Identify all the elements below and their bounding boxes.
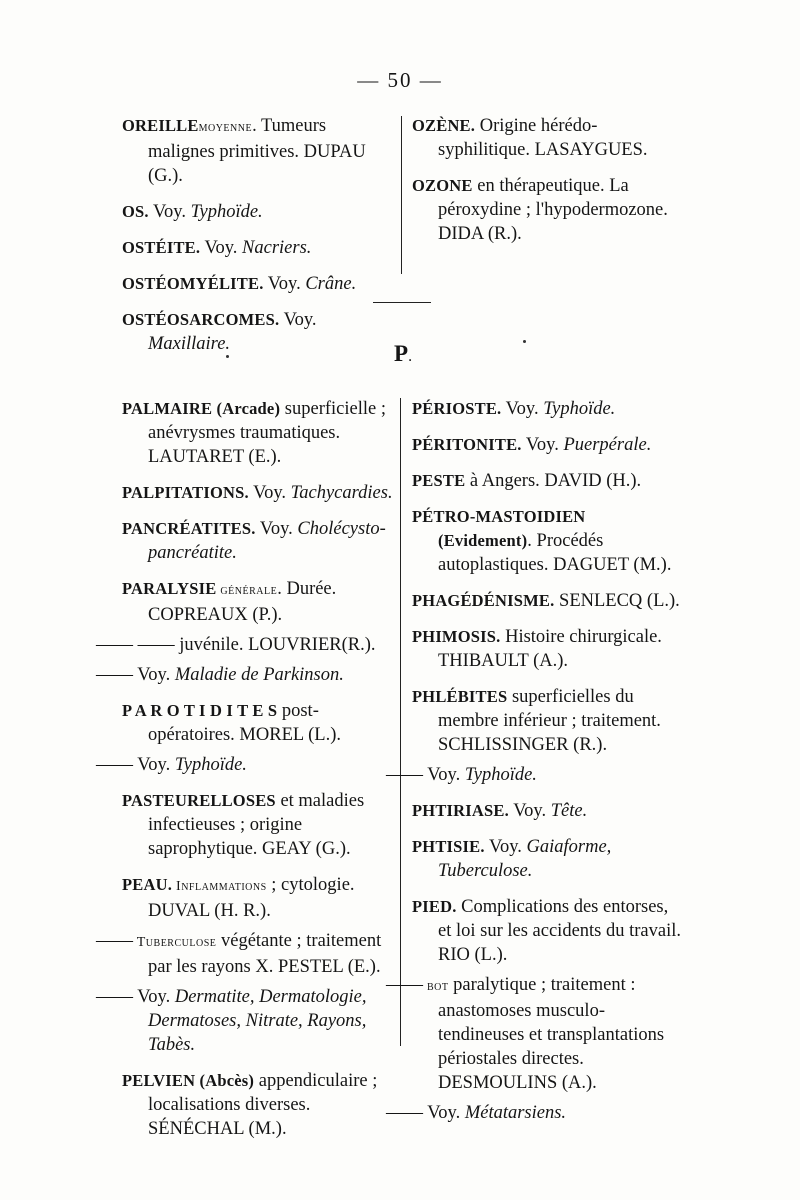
entry-see-prefix: Voy. bbox=[133, 755, 175, 775]
repeat-dash: —— bbox=[386, 1103, 423, 1123]
entry-headword: PESTE bbox=[412, 471, 466, 490]
entry-subheading: moyenne bbox=[198, 120, 253, 135]
entry-text: superficielles du membre inférieur ; traitement. SCHLISSINGER (R.). bbox=[438, 687, 661, 755]
entry-text: superficielle ; anévrysmes traumatiques. LAUTARET (E.). bbox=[148, 399, 386, 467]
index-entry bbox=[412, 799, 682, 823]
entry-text: . Tumeurs malignes primitives. DUPAU (G.). bbox=[148, 116, 366, 186]
entry-subheading: Tuberculose bbox=[133, 935, 217, 950]
section-letter: P. bbox=[394, 341, 413, 366]
repeat-dash: —— bbox=[386, 975, 423, 995]
index-entry bbox=[122, 272, 392, 296]
entry-cross-reference: Nacriers. bbox=[242, 238, 312, 258]
entry-cross-reference: Maxillaire. bbox=[148, 334, 231, 354]
entry-qualifier: (Evidement) bbox=[438, 531, 528, 550]
repeat-dash: —— bbox=[96, 755, 133, 775]
entry-headword: PANCRÉATITES. bbox=[122, 519, 256, 538]
entry-cross-reference: Typhoïde. bbox=[174, 755, 247, 775]
entry-headword: PASTEURELLOSES bbox=[122, 791, 276, 810]
repeat-dash: —— bbox=[96, 665, 133, 685]
repeat-dash: —— bbox=[96, 931, 133, 951]
p-right-column bbox=[386, 397, 682, 1137]
entry-cross-reference: Maladie de Parkinson. bbox=[174, 665, 344, 685]
index-entry bbox=[412, 469, 682, 493]
entry-text: paralytique ; traitement : anastomoses musculo-tendineuses et transplantations périostales directes. DESMOULINS (A.). bbox=[438, 975, 665, 1093]
entry-headword: OSTÉOSARCOMES. bbox=[122, 310, 280, 329]
entry-see-prefix: Voy. bbox=[148, 202, 191, 222]
entry-headword: PHTIRIASE. bbox=[412, 801, 509, 820]
entry-text: Origine hérédo-syphilitique. LASAYGUES. bbox=[438, 116, 648, 160]
entry-see-prefix: Voy. bbox=[263, 274, 306, 294]
entry-headword: OZONE bbox=[412, 176, 473, 195]
entry-see-prefix: Voy. bbox=[200, 238, 243, 258]
entry-cross-reference: Puerpérale. bbox=[563, 435, 652, 455]
entry-see-prefix: Voy. bbox=[501, 399, 544, 419]
index-entry bbox=[122, 789, 394, 861]
index-entry bbox=[412, 895, 682, 967]
index-entry bbox=[122, 481, 394, 505]
entry-text: appendiculaire ; localisations diverses. SÉNÉCHAL (M.). bbox=[148, 1071, 378, 1139]
index-entry bbox=[412, 835, 682, 883]
entry-text: SENLECQ (L.). bbox=[554, 591, 680, 611]
entry-headword: PÉTRO-MASTOIDIEN bbox=[412, 507, 586, 526]
index-entry bbox=[122, 236, 392, 260]
index-entry bbox=[96, 753, 394, 777]
entry-see-prefix: Voy. bbox=[133, 665, 175, 685]
index-entry bbox=[122, 308, 392, 356]
index-entry bbox=[412, 433, 682, 457]
index-entry bbox=[122, 577, 394, 627]
entry-text: post-opératoires. MOREL (L.). bbox=[148, 701, 341, 745]
entry-text: . Durée. COPREAUX (P.). bbox=[148, 579, 337, 625]
index-entry bbox=[122, 873, 394, 923]
entry-qualifier: (Abcès) bbox=[195, 1071, 255, 1090]
index-entry bbox=[96, 663, 394, 687]
decorative-speck-left bbox=[226, 355, 229, 358]
entry-headword: PÉRITONITE. bbox=[412, 435, 522, 454]
entry-headword: PHIMOSIS. bbox=[412, 627, 501, 646]
entry-headword: OREILLE bbox=[122, 116, 199, 135]
entry-text: . Procédés autoplastiques. DAGUET (M.). bbox=[438, 531, 672, 575]
entry-see-prefix: Voy. bbox=[423, 1103, 465, 1123]
index-entry bbox=[412, 625, 682, 673]
entry-qualifier: (Arcade) bbox=[212, 399, 281, 418]
index-entry bbox=[96, 985, 394, 1057]
entry-cross-reference: Cholécysto-pancréatite. bbox=[148, 519, 386, 563]
p-left-column bbox=[96, 397, 394, 1153]
entry-cross-reference: Crâne. bbox=[305, 274, 357, 294]
entry-headword: PALPITATIONS. bbox=[122, 483, 249, 502]
index-entry bbox=[122, 699, 394, 747]
entry-headword: PHAGÉDÉNISME. bbox=[412, 591, 555, 610]
index-entry bbox=[386, 973, 682, 1095]
entry-see-prefix: Voy. bbox=[423, 765, 465, 785]
entry-headword: P A R O T I D I T E S bbox=[122, 701, 278, 720]
entry-text: à Angers. DAVID (H.). bbox=[465, 471, 642, 491]
index-entry bbox=[412, 174, 680, 246]
entry-text: Histoire chirurgicale. THIBAULT (A.). bbox=[438, 627, 662, 671]
index-entry bbox=[412, 505, 682, 577]
entry-see-prefix: Voy. bbox=[248, 483, 291, 503]
entry-subheading: générale bbox=[216, 583, 278, 598]
entry-text: en thérapeutique. La péroxydine ; l'hypodermozone. DIDA (R.). bbox=[438, 176, 668, 244]
page-number: — 50 — bbox=[357, 68, 443, 92]
entry-cross-reference: Dermatite, Dermatologie, Dermatoses, Nitrate, Rayons, Tabès. bbox=[148, 987, 367, 1055]
index-entry bbox=[386, 1101, 682, 1125]
index-entry bbox=[96, 633, 394, 657]
entry-headword: PHTISIE. bbox=[412, 837, 485, 856]
index-entry bbox=[122, 114, 392, 188]
entry-see-prefix: Voy. bbox=[484, 837, 527, 857]
index-entry bbox=[96, 929, 394, 979]
entry-text: ; cytologie. DUVAL (H. R.). bbox=[148, 875, 355, 921]
entry-subheading: bot bbox=[423, 979, 449, 994]
index-entry bbox=[122, 397, 394, 469]
entry-cross-reference: Tête. bbox=[550, 801, 588, 821]
entry-text: végétante ; traitement par les rayons X. PESTEL (E.). bbox=[148, 931, 382, 977]
entry-see-prefix: Voy. bbox=[508, 801, 551, 821]
entry-subheading: Inflammations bbox=[172, 879, 267, 894]
entry-text: et maladies infectieuses ; origine saprophytique. GEAY (G.). bbox=[148, 791, 365, 859]
entry-cross-reference: Typhoïde. bbox=[190, 202, 263, 222]
entry-see-prefix: Voy. bbox=[255, 519, 298, 539]
entry-see-prefix: Voy. bbox=[279, 310, 317, 330]
entry-see-prefix: Voy. bbox=[521, 435, 564, 455]
entry-cross-reference: Typhoïde. bbox=[543, 399, 616, 419]
entry-cross-reference: Gaiaforme, Tuberculose. bbox=[438, 837, 612, 881]
index-entry bbox=[412, 114, 680, 162]
entry-headword: PIED. bbox=[412, 897, 457, 916]
repeat-dash: —— bbox=[96, 987, 133, 1007]
index-entry bbox=[412, 589, 682, 613]
entry-headword: PHLÉBITES bbox=[412, 687, 508, 706]
decorative-speck-right bbox=[523, 340, 526, 343]
entry-headword: PELVIEN bbox=[122, 1071, 196, 1090]
entry-headword: PÉRIOSTE. bbox=[412, 399, 502, 418]
section-separator-rule bbox=[373, 302, 431, 303]
index-entry bbox=[386, 763, 682, 787]
index-entry bbox=[122, 200, 392, 224]
entry-headword: PALMAIRE bbox=[122, 399, 213, 418]
entry-cross-reference: Typhoïde. bbox=[464, 765, 537, 785]
entry-headword: OZÈNE. bbox=[412, 116, 476, 135]
entry-headword: OS. bbox=[122, 202, 149, 221]
entry-text: juvénile. LOUVRIER(R.). bbox=[174, 635, 376, 655]
entry-headword: PARALYSIE bbox=[122, 579, 217, 598]
index-entry bbox=[412, 685, 682, 757]
repeat-dash: —— —— bbox=[96, 635, 175, 655]
entry-cross-reference: Tachycardies. bbox=[290, 483, 393, 503]
entry-headword: OSTÉITE. bbox=[122, 238, 201, 257]
entry-cross-reference: Métatarsiens. bbox=[464, 1103, 567, 1123]
o-right-column bbox=[412, 114, 680, 258]
index-entry bbox=[122, 1069, 394, 1141]
entry-headword: PEAU. bbox=[122, 875, 173, 894]
entry-headword: OSTÉOMYÉLITE. bbox=[122, 274, 264, 293]
entry-see-prefix: Voy. bbox=[133, 987, 175, 1007]
index-entry bbox=[122, 517, 394, 565]
column-divider-top bbox=[401, 116, 402, 274]
column-divider-bottom bbox=[400, 398, 401, 1046]
index-entry bbox=[412, 397, 682, 421]
entry-text: Complications des entorses, et loi sur les accidents du travail. RIO (L.). bbox=[438, 897, 681, 965]
repeat-dash: —— bbox=[386, 765, 423, 785]
o-left-column bbox=[122, 114, 392, 368]
